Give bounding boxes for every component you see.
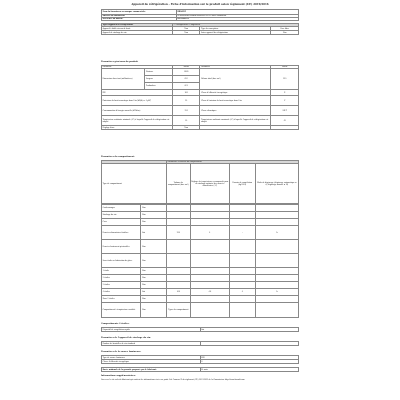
compartment-temperature xyxy=(190,254,229,268)
compartment-name: Denrées alimentaires fraîches xyxy=(102,226,141,240)
energy-class-value: E xyxy=(271,90,299,96)
compartment-freezing-capacity xyxy=(230,240,256,254)
winter-empty-value xyxy=(271,126,299,130)
total-volume-value: 329 xyxy=(271,69,299,90)
compartment-volume xyxy=(167,219,191,226)
compartment-name: Stockage du vin xyxy=(102,212,141,219)
wine-section-title: Paramètres de l'appareil de stockage du vin: xyxy=(101,337,151,339)
fast-freeze-value: Oui xyxy=(200,328,299,332)
light-type-value: LED xyxy=(200,356,299,360)
compartment-temperature xyxy=(190,275,229,282)
compartment-freezing-capacity xyxy=(230,254,256,268)
sheet-title: Appareil de réfrigération - Fiche d'information sur le produit selon règlement (UE) 2019/2016 xyxy=(131,3,269,6)
general-params-section-title: Paramètres généraux du produit: xyxy=(101,61,139,63)
height-value: 1880 xyxy=(172,69,200,76)
variable-compartment-note: Types de compartiment xyxy=(167,303,191,318)
width-label: Largeur xyxy=(145,76,173,83)
compartment-temperature xyxy=(190,212,229,219)
compartment-freezing-capacity xyxy=(230,268,256,275)
winter-setting-value: Non xyxy=(172,126,200,130)
compartment-defrost-type: A xyxy=(255,226,298,240)
noise-emission-value: 39 xyxy=(172,96,200,106)
compartment-defrost-type xyxy=(255,254,298,268)
appliance-type-block xyxy=(101,23,299,35)
max-ambient-label: Température ambiante maximale (°C) à laquelle l'appareil de réfrigération est adapté xyxy=(200,116,271,126)
compartment-section-title: Paramètres du compartiment: xyxy=(101,156,135,158)
light-section-title: Paramètres de la source lumineuse: xyxy=(101,351,142,353)
supplier-block xyxy=(101,9,299,21)
compartment-defrost-type xyxy=(255,303,298,318)
compartment-defrost-type xyxy=(255,219,298,226)
compartment-present: Non xyxy=(141,219,167,226)
param-col-header-1: Paramètre xyxy=(102,66,173,69)
compartment-present: Non xyxy=(141,240,167,254)
compartment-temperature xyxy=(190,296,229,303)
supplier-address-value: 89 boulevard Franklin Roosevelt 92500 Rueil Malmaison xyxy=(176,15,298,18)
climate-class-label: Classe climatique: xyxy=(200,106,271,116)
freezing-capacity-header: Pouvoir de congélation (kg/24 h) xyxy=(230,164,256,204)
compartment-defrost-type xyxy=(255,275,298,282)
design-type-label: Type de conception: xyxy=(200,27,271,31)
defrost-type-header: Mode de dégivrage (dégivrage automatique = A, dégivrage manuel = M) xyxy=(255,164,298,204)
compartment-temp-header: Réglage de température recommandé pour un stockage optimisé des denrées alimentaires (°C) xyxy=(190,164,229,204)
compartment-row xyxy=(102,226,299,240)
supplier-name-value: BRANDT xyxy=(176,10,298,15)
compartment-type-header: Type de compartiment xyxy=(102,164,167,204)
total-volume-label: Volume total (dm³ ou l) xyxy=(200,69,271,90)
compartment-present: Non xyxy=(141,296,167,303)
guarantee-table xyxy=(101,367,299,372)
min-ambient-label: Température ambiante minimale (°C) à laquelle l'appareil de réfrigération est adapté xyxy=(102,116,173,126)
compartment-present: Non xyxy=(141,205,167,212)
wine-bottles-value xyxy=(200,342,299,346)
compartment-defrost-type: A xyxy=(255,289,298,296)
max-ambient-value: 43 xyxy=(271,116,299,126)
low-noise-value: Non xyxy=(172,27,200,31)
energy-class-label: Classe d'efficacité énergétique xyxy=(200,90,271,96)
compartment-name: Denrées hautement périssables xyxy=(102,240,141,254)
compartment-temperature xyxy=(190,282,229,289)
compartment-freezing-capacity xyxy=(230,296,256,303)
compartment-volume xyxy=(167,275,191,282)
eei-value: 100 xyxy=(172,90,200,96)
guarantee-label: Durée minimale de la garantie proposée par le fabricant: xyxy=(102,368,201,372)
compartment-group-header: Paramètres et valeurs du compartiment xyxy=(167,161,299,164)
compartment-row xyxy=(102,282,299,289)
compartment-temperature: 4 xyxy=(190,226,229,240)
appliance-type-value: 1 - Réfrigérateur / Congélateur xyxy=(172,24,298,27)
other-appliance-value: Non xyxy=(271,31,299,35)
compartment-row xyxy=(102,275,299,282)
compartment-row xyxy=(102,240,299,254)
compartment-volume xyxy=(167,205,191,212)
guarantee-value: 24 mois xyxy=(200,368,299,372)
winter-setting-label: Réglage hiver xyxy=(102,126,173,130)
wine-storage-value: Non xyxy=(172,31,200,35)
compartment-row xyxy=(102,303,299,318)
compartment-row xyxy=(102,212,299,219)
compartment-present: Oui xyxy=(141,289,167,296)
compartment-row xyxy=(102,219,299,226)
compartment-temperature: -18 xyxy=(190,289,229,296)
compartment-name: Compartiment à température variable xyxy=(102,303,141,318)
compartment-volume-header: Volume du compartiment (dm³ ou l) xyxy=(167,164,191,204)
wine-storage-label: Appareil de stockage du vin xyxy=(102,31,173,35)
light-type-label: Type de source lumineuse xyxy=(102,356,201,360)
compartment-temperature xyxy=(190,240,229,254)
compartment-freezing-capacity xyxy=(230,282,256,289)
compartment-defrost-type xyxy=(255,268,298,275)
noise-emission-label: Émissions de bruit acoustique dans l'air [dB(A) re 1 pW] xyxy=(102,96,173,106)
compartment-volume xyxy=(167,212,191,219)
compartment-row xyxy=(102,254,299,268)
compartment-freezing-capacity: - xyxy=(230,226,256,240)
compartment-present: Non xyxy=(141,282,167,289)
fast-freeze-label: Dispositif de congélation rapide xyxy=(102,328,201,332)
compartment-defrost-type xyxy=(255,212,298,219)
wine-bottles-label: Nombre de bouteilles de vin standard xyxy=(102,342,201,346)
compartment-volume xyxy=(167,240,191,254)
compartment-freezing-capacity xyxy=(230,212,256,219)
climate-class-value: SN-T xyxy=(271,106,299,116)
compartment-name: Zone 2 étoiles xyxy=(102,296,141,303)
compartment-present: Non xyxy=(141,254,167,268)
compartment-name: Garde-manger xyxy=(102,205,141,212)
compartment-defrost-type xyxy=(255,240,298,254)
compartment-row xyxy=(102,296,299,303)
compartment-present: Non xyxy=(141,303,167,318)
product-information-sheet xyxy=(101,3,299,397)
width-value: 695 xyxy=(172,76,200,83)
compartment-temperature xyxy=(190,268,229,275)
compartment-row xyxy=(102,268,299,275)
supplier-address-label: Adresse du fournisseur: xyxy=(102,15,177,18)
noise-class-label: Classe d'émission de bruit acoustique dans l'air xyxy=(200,96,271,106)
dimensions-label: Dimensions hors tout (millimètres) xyxy=(102,69,145,90)
compartment-freezing-capacity xyxy=(230,303,256,318)
winter-empty-label xyxy=(200,126,271,130)
light-class-label: Classe d'efficacité énergétique xyxy=(102,360,201,364)
other-appliance-label: Autre appareil de réfrigération: xyxy=(200,31,271,35)
compartment-table xyxy=(101,160,299,318)
depth-value: 661 xyxy=(172,83,200,90)
four-star-section-title: Compartiments 4 étoiles: xyxy=(101,323,130,325)
compartment-defrost-type xyxy=(255,296,298,303)
compartment-defrost-type xyxy=(255,205,298,212)
compartment-name: 1 étoile xyxy=(102,268,141,275)
wine-table xyxy=(101,341,299,346)
compartment-volume: 100 xyxy=(167,289,191,296)
eei-label: IEE xyxy=(102,90,173,96)
compartment-temperature xyxy=(190,219,229,226)
param-col-header-2: Paramètre xyxy=(200,66,271,69)
compartment-temperature xyxy=(190,303,229,318)
value-col-header-1: Valeur xyxy=(172,66,200,69)
compartment-present: Oui xyxy=(141,226,167,240)
design-type-value: Pose libre xyxy=(271,27,299,31)
info-section-title: Informations supplémentaires: xyxy=(101,375,136,377)
compartment-row xyxy=(102,205,299,212)
supplier-name-label: Nom du fournisseur ou marque commerciale: xyxy=(102,10,177,15)
compartment-name: Cave xyxy=(102,219,141,226)
general-params-table xyxy=(101,65,299,130)
low-noise-label: Appareil à faible niveau de bruit xyxy=(102,27,173,31)
noise-class-value: C xyxy=(271,96,299,106)
compartment-freezing-capacity: 4 xyxy=(230,289,256,296)
compartment-row xyxy=(102,289,299,296)
min-ambient-value: 10 xyxy=(172,116,200,126)
compartment-volume: 229 xyxy=(167,226,191,240)
compartment-volume xyxy=(167,254,191,268)
compartment-present: Non xyxy=(141,275,167,282)
height-label: Hauteur xyxy=(145,69,173,76)
compartment-volume xyxy=(167,296,191,303)
four-star-table xyxy=(101,327,299,332)
info-text: Lien vers le site web du fabricant qui contient les informations visées au point 4 de l'annexe II du règlement (UE) 2019/2022 de la Commission: http://www.brandt.com xyxy=(101,379,245,381)
annual-energy-label: Consommation d'énergie annuelle (kWh/an) xyxy=(102,106,173,116)
light-table xyxy=(101,355,299,364)
compartment-volume xyxy=(167,282,191,289)
depth-label: Profondeur xyxy=(145,83,173,90)
compartment-temperature xyxy=(190,205,229,212)
compartment-name: Sans étoile ou fabrication de glace xyxy=(102,254,141,268)
appliance-type-header: Type d'appareil de réfrigération: xyxy=(102,24,173,27)
compartment-present: Non xyxy=(141,268,167,275)
compartment-defrost-type xyxy=(255,282,298,289)
light-class-value: G xyxy=(200,360,299,364)
model-reference-value: BVC8641VS xyxy=(176,18,298,21)
compartment-name: 3 étoiles xyxy=(102,282,141,289)
compartment-freezing-capacity xyxy=(230,205,256,212)
annual-energy-value: 250 xyxy=(172,106,200,116)
model-reference-label: Référence du modèle: xyxy=(102,18,177,21)
compartment-present: Non xyxy=(141,212,167,219)
compartment-freezing-capacity xyxy=(230,275,256,282)
compartment-name: 2 étoiles xyxy=(102,275,141,282)
compartment-name: 4 étoiles xyxy=(102,289,141,296)
value-col-header-2: Valeur xyxy=(271,66,299,69)
compartment-volume xyxy=(167,268,191,275)
compartment-freezing-capacity xyxy=(230,219,256,226)
